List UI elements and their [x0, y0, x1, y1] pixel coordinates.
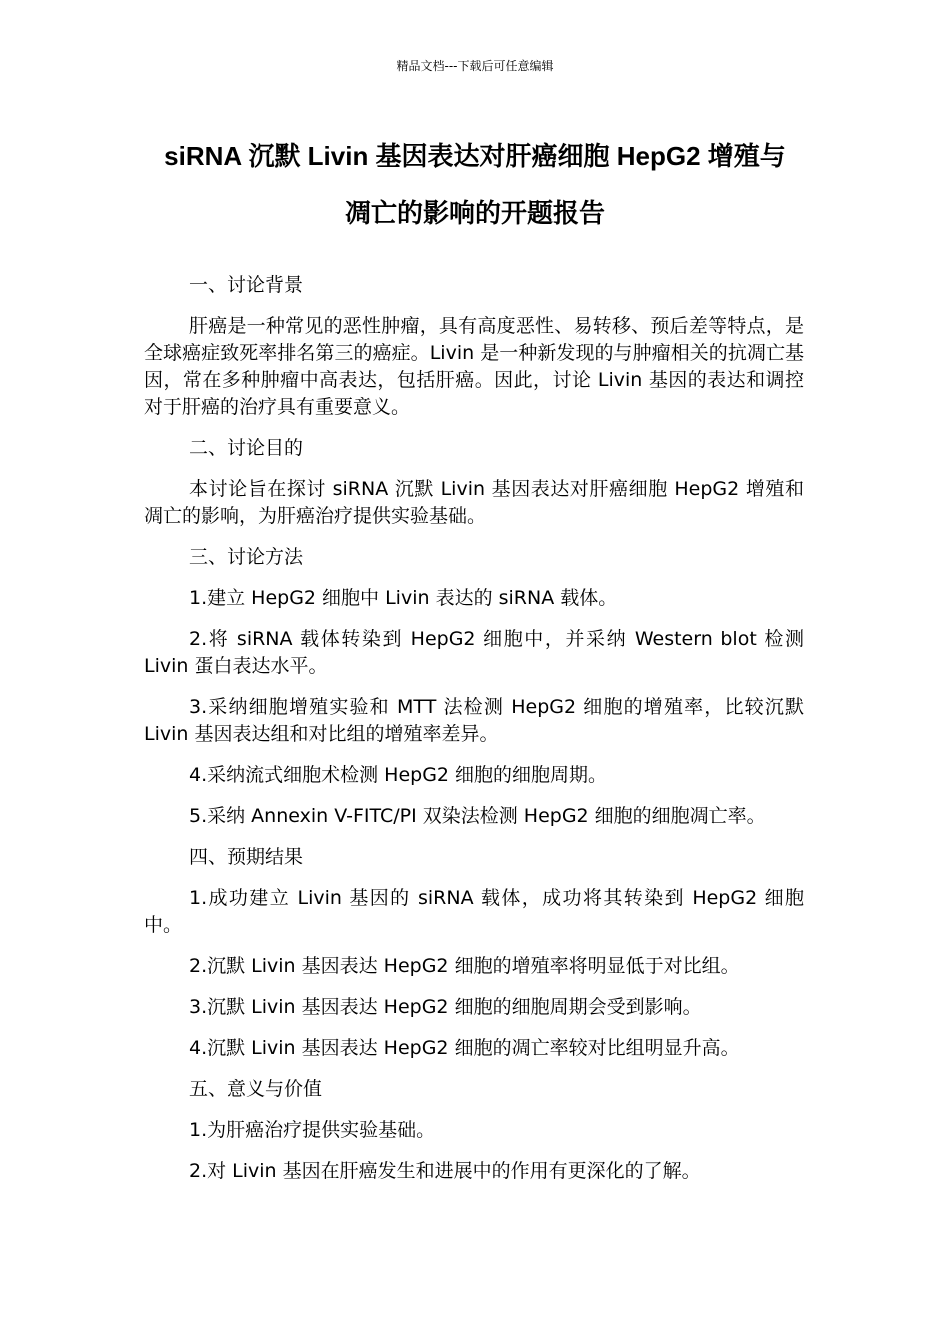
- method-item-1: 1.建立 HepG2 细胞中 Livin 表达的 siRNA 载体。: [189, 587, 618, 609]
- document-body: [144, 272, 804, 1199]
- title-line-1: siRNA 沉默 Livin 基因表达对肝癌细胞 HepG2 增殖与: [164, 141, 786, 171]
- section-heading-expected-results: 四、预期结果: [189, 846, 304, 868]
- title-line-2: 凋亡的影响的开题报告: [344, 198, 605, 228]
- paragraph-background: 肝癌是一种常见的恶性肿瘤，具有高度恶性、易转移、预后差等特点，是全球癌症致死率排名第三的癌症。Livin 是一种新发现的与肿瘤相关的抗凋亡基因，常在多种肿瘤中高表达，包括肝癌。因此，讨论 Livin 基因的表达和调控对于肝癌的治疗具有重要意义。: [144, 315, 804, 418]
- method-item-4: 4.采纳流式细胞术检测 HepG2 细胞的细胞周期。: [189, 764, 608, 786]
- significance-item-2: 2.对 Livin 基因在肝癌发生和进展中的作用有更深化的了解。: [189, 1160, 701, 1182]
- section-heading-background: 一、讨论背景: [189, 274, 304, 296]
- section-heading-purpose: 二、讨论目的: [189, 437, 304, 459]
- document-title: [140, 128, 810, 242]
- section-heading-methods: 三、讨论方法: [189, 546, 304, 568]
- significance-item-1: 1.为肝癌治疗提供实验基础。: [189, 1119, 436, 1141]
- method-item-3: 3.采纳细胞增殖实验和 MTT 法检测 HepG2 细胞的增殖率，比较沉默 Livin 基因表达组和对比组的增殖率差异。: [144, 696, 804, 745]
- result-item-4: 4.沉默 Livin 基因表达 HepG2 细胞的凋亡率较对比组明显升高。: [189, 1037, 740, 1059]
- method-item-2: 2.将 siRNA 载体转染到 HepG2 细胞中，并采纳 Western blot 检测 Livin 蛋白表达水平。: [144, 628, 804, 677]
- paragraph-purpose: 本讨论旨在探讨 siRNA 沉默 Livin 基因表达对肝癌细胞 HepG2 增殖和凋亡的影响，为肝癌治疗提供实验基础。: [144, 478, 804, 527]
- result-item-1: 1.成功建立 Livin 基因的 siRNA 载体，成功将其转染到 HepG2 细胞中。: [144, 887, 804, 936]
- page-header: 精品文档---下载后可任意编辑: [396, 59, 554, 73]
- section-heading-significance: 五、意义与价值: [189, 1078, 323, 1100]
- method-item-5: 5.采纳 Annexin V-FITC/PI 双染法检测 HepG2 细胞的细胞凋亡率。: [189, 805, 766, 827]
- result-item-3: 3.沉默 Livin 基因表达 HepG2 细胞的细胞周期会受到影响。: [189, 996, 702, 1018]
- result-item-2: 2.沉默 Livin 基因表达 HepG2 细胞的增殖率将明显低于对比组。: [189, 955, 740, 977]
